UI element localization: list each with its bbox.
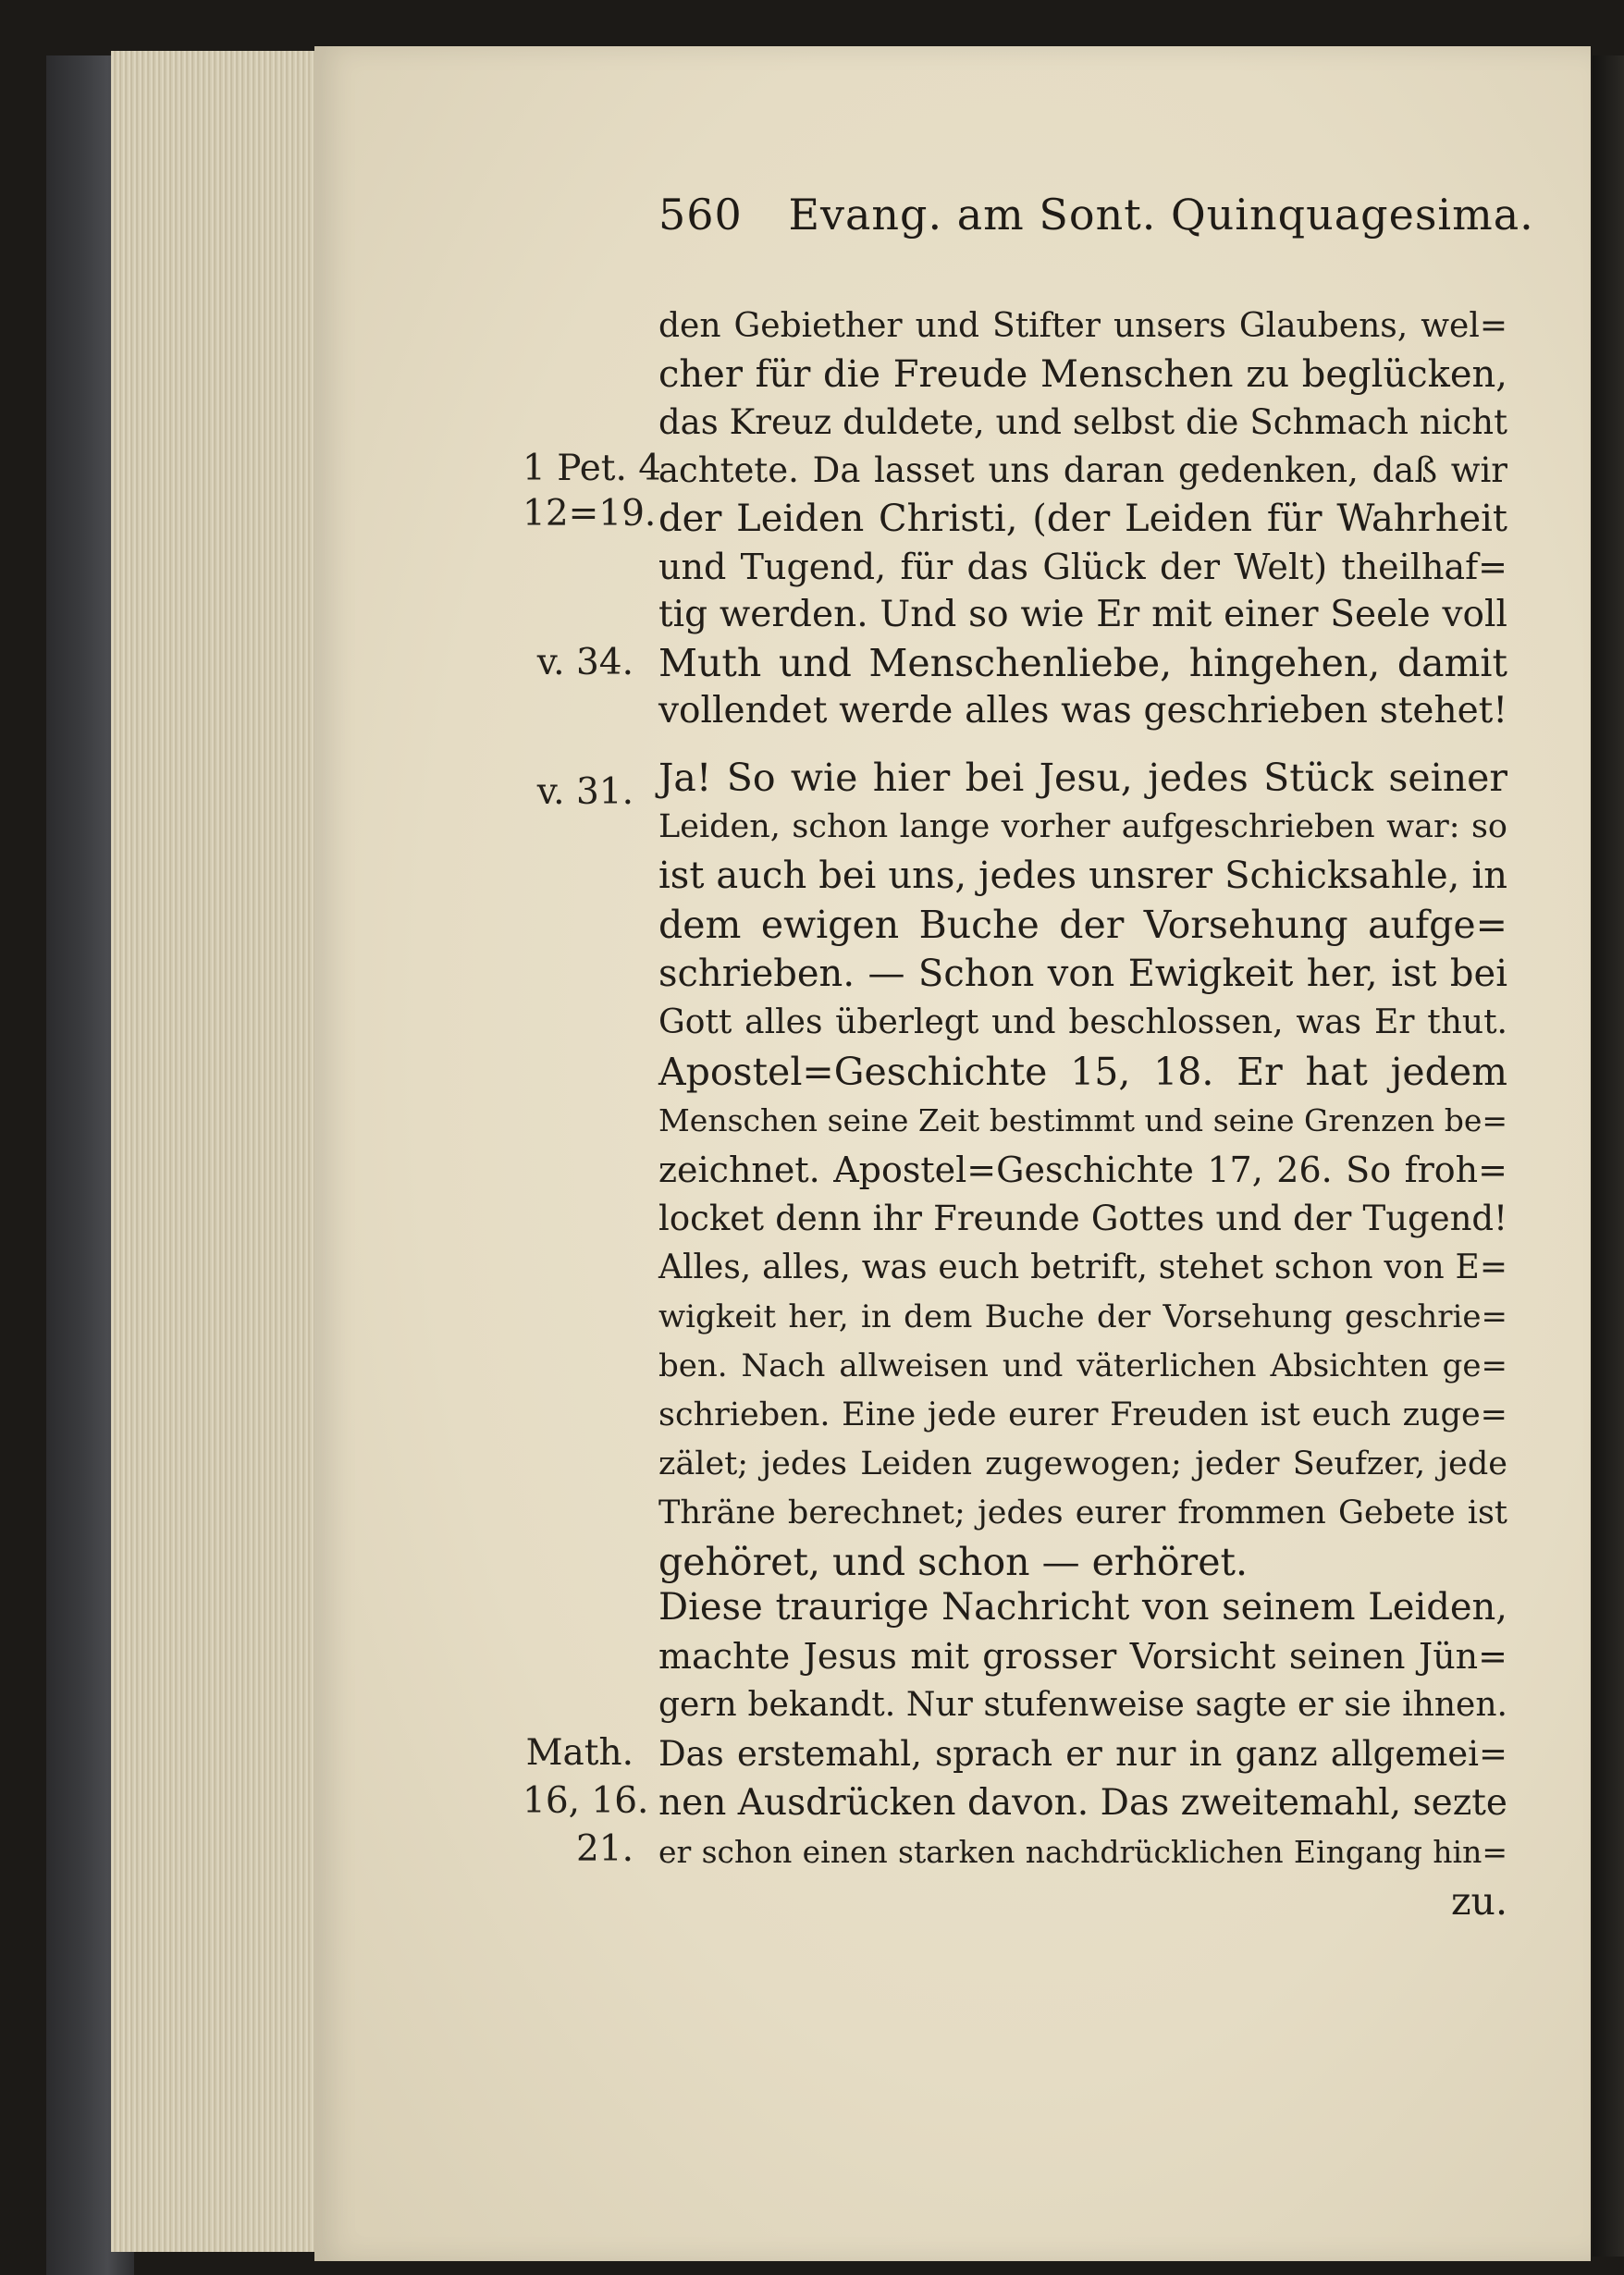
running-header [658,190,1534,240]
text-line: schrieben. — Schon von Ewigkeit her, ist bei [658,953,1507,995]
margin-reference: 16, 16. [523,1780,649,1822]
text-line: ben. Nach allweisen und väterlichen Absichten ge= [658,1347,1507,1384]
page-block-edges [111,51,333,2252]
text-line: zeichnet. Apostel=Geschichte 17, 26. So froh= [658,1150,1507,1190]
text-line: gern bekandt. Nur stufenweise sagte er sie ihnen. [658,1686,1507,1724]
text-line: wigkeit her, in dem Buche der Vorsehung geschrie= [658,1298,1507,1335]
text-line: ist auch bei uns, jedes unsrer Schicksahle, in [658,855,1507,897]
text-line: tig werden. Und so wie Er mit einer Seele voll [658,594,1507,635]
text-line: Das erstemahl, sprach er nur in ganz allgemei= [658,1734,1507,1774]
text-line: Menschen seine Zeit bestimmt und seine Grenzen be= [658,1102,1507,1138]
margin-reference: 12=19. [523,493,657,535]
running-title: Evang. am Sont. Quinquagesima. [788,190,1534,240]
text-line: nen Ausdrücken davon. Das zweitemahl, sezte [658,1782,1507,1824]
text-line: locket denn ihr Freunde Gottes und der Tugend! [658,1199,1507,1238]
text-line: Diese traurige Nachricht von seinem Leiden, [658,1586,1507,1629]
text-line: Muth und Menschenliebe, hingehen, damit [658,641,1507,685]
margin-reference: 21. [575,1828,634,1870]
text-line: er schon einen starken nachdrücklichen Eingang hin= [658,1834,1507,1870]
text-line: Alles, alles, was euch betrift, stehet schon von E= [658,1248,1507,1286]
text-line: Gott alles überlegt und beschlossen, was Er thut. [658,1003,1507,1041]
text-line: Ja! So wie hier bei Jesu, jedes Stück seiner [658,756,1507,800]
text-line: der Leiden Christi, (der Leiden für Wahrheit [658,498,1507,540]
text-line: Apostel=Geschichte 15, 18. Er hat jedem [658,1050,1507,1094]
margin-reference: 1 Pet. 4 [523,448,662,489]
text-line: vollendet werde alles was geschrieben stehet! [658,690,1507,732]
text-line: Thräne berechnet; jedes eurer frommen Gebete ist [658,1494,1507,1531]
margin-reference: v. 31. [536,771,634,813]
text-line: gehöret, und schon — erhöret. [658,1540,1248,1584]
text-line: machte Jesus mit grosser Vorsicht seinen Jün= [658,1636,1507,1677]
text-line: Leiden, schon lange vorher aufgeschrieben war: so [658,808,1507,845]
text-line: cher für die Freude Menschen zu beglücken, [658,353,1507,396]
text-line: schrieben. Eine jede eurer Freuden ist euch zuge= [658,1396,1507,1433]
text-line: achtete. Da lasset uns daran gedenken, daß wir [658,450,1507,490]
catchword: zu. [1450,1879,1507,1924]
text-line: zälet; jedes Leiden zugewogen; jeder Seufzer, jede [658,1445,1507,1482]
text-line: und Tugend, für das Glück der Welt) theilhaf= [658,547,1507,587]
next-page-edge [1593,55,1624,2257]
text-line: dem ewigen Buche der Vorsehung aufge= [658,903,1507,947]
page-number: 560 [658,190,743,240]
margin-reference: v. 34. [536,642,634,683]
text-line: den Gebiether und Stifter unsers Glaubens, wel= [658,307,1507,345]
text-line: das Kreuz duldete, und selbst die Schmach nicht [658,402,1507,442]
margin-reference: Math. [525,1732,634,1774]
